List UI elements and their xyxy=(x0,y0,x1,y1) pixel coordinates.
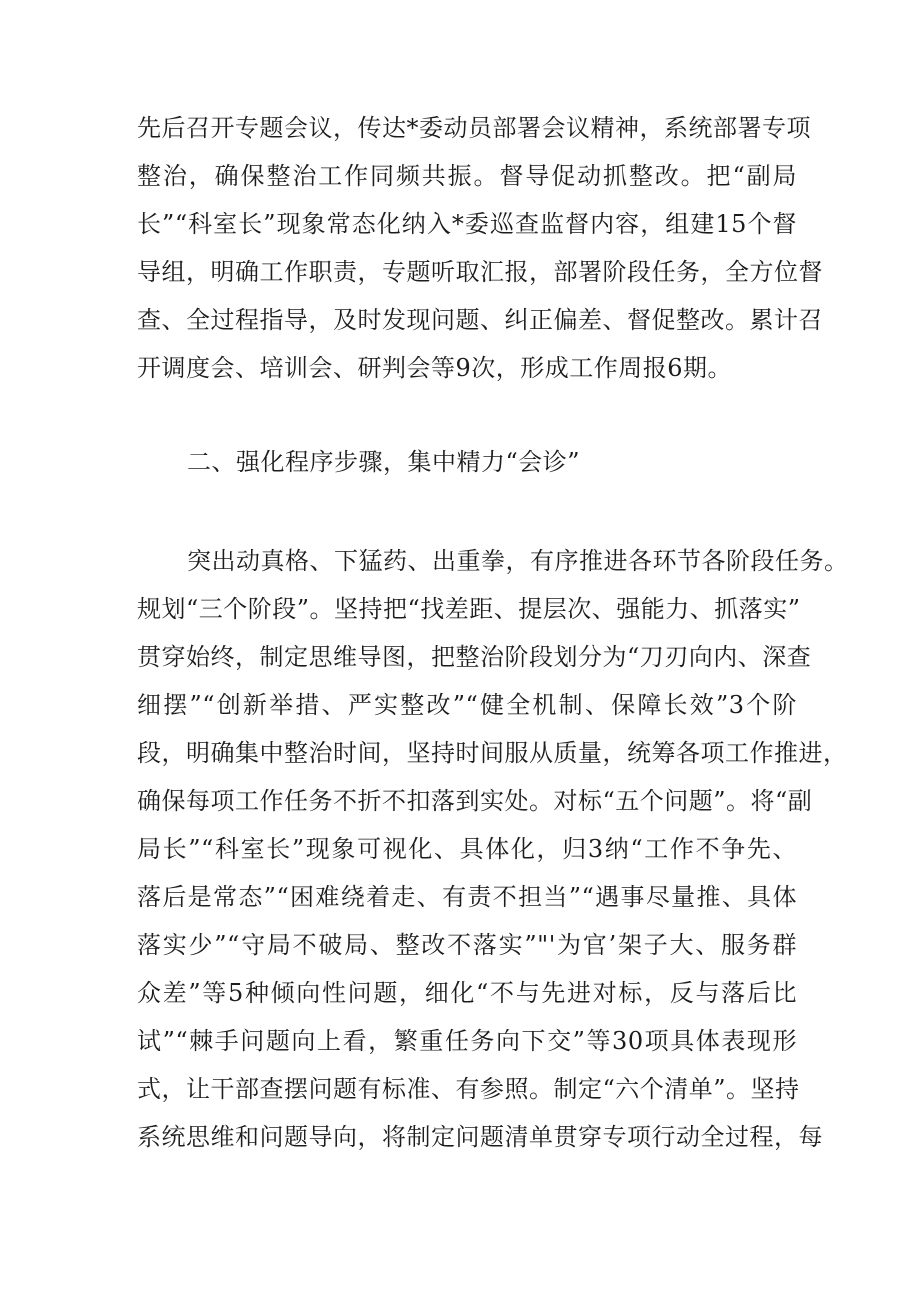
paragraph-1-line-4: 导组，明确工作职责，专题听取汇报，部署阶段任务，全方位督 xyxy=(137,258,823,286)
paragraph-2-line-12: 式，让干部查摆问题有标准、有参照。制定“六个清单”。坚持 xyxy=(137,1075,800,1103)
paragraph-2-line-7: 局长”“科室长”现象可视化、具体化，归3纳“工作不争先、 xyxy=(137,835,797,863)
paragraph-1-line-2: 整治，确保整治工作同频共振。督导促动抓整改。把“副局 xyxy=(137,162,797,190)
section-heading: 二、强化程序步骤，集中精力“会诊” xyxy=(187,448,581,476)
paragraph-1-line-6: 开调度会、培训会、研判会等9次，形成工作周报6期。 xyxy=(137,354,733,382)
paragraph-1-line-1: 先后召开专题会议，传达*委动员部署会议精神，系统部署专项 xyxy=(137,114,811,142)
paragraph-2-line-4: 细摆”“创新举措、严实整改”“健全机制、保障长效”3个阶 xyxy=(137,691,797,719)
paragraph-2-line-6: 确保每项工作任务不折不扣落到实处。对标“五个问题”。将“副 xyxy=(137,787,813,815)
paragraph-2-line-5: 段，明确集中整治时间，坚持时间服从质量，统筹各项工作推进， xyxy=(137,739,848,767)
paragraph-2-line-3: 贯穿始终，制定思维导图，把整治阶段划分为“刀刃向内、深查 xyxy=(137,643,812,671)
paragraph-2-line-1: 突出动真格、下猛药、出重拳，有序推进各环节各阶段任务。 xyxy=(187,547,849,575)
paragraph-2-line-11: 试”“棘手问题向上看，繁重任务向下交”等30项具体表现形 xyxy=(137,1027,797,1055)
paragraph-2-line-8: 落后是常态”“困难绕着走、有责不担当”“遇事尽量推、具体 xyxy=(137,883,797,911)
paragraph-2-line-10: 众差”等5种倾向性问题，细化“不与先进对标，反与落后比 xyxy=(137,979,797,1007)
paragraph-1-line-3: 长”“科室长”现象常态化纳入*委巡查监督内容，组建15个督 xyxy=(137,210,797,238)
paragraph-2-line-9: 落实少”“守局不破局、整改不落实”"'为官’架子大、服务群 xyxy=(137,931,797,959)
paragraph-2-line-2: 规划“三个阶段”。坚持把“找差距、提层次、强能力、抓落实” xyxy=(137,595,801,623)
paragraph-1-line-5: 查、全过程指导，及时发现问题、纠正偏差、督促整改。累计召 xyxy=(137,306,823,334)
paragraph-2-line-13: 系统思维和问题导向，将制定问题清单贯穿专项行动全过程，每 xyxy=(137,1123,823,1151)
